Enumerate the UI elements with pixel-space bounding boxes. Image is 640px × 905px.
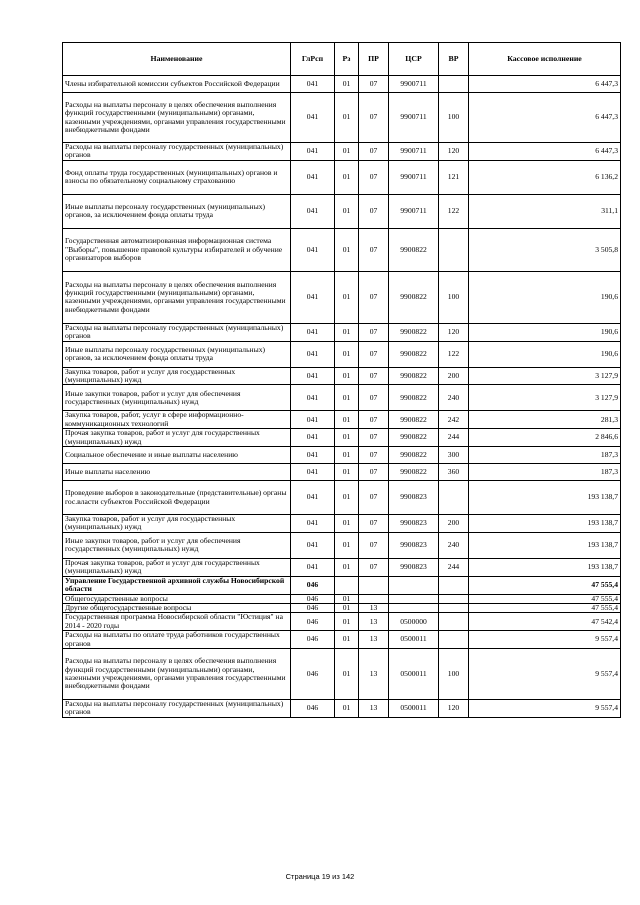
cell-csr: 9900823 — [389, 532, 439, 558]
cell-pr: 07 — [359, 143, 389, 161]
cell-glrsp: 041 — [291, 367, 335, 385]
cell-glrsp: 041 — [291, 93, 335, 143]
cell-glrsp: 046 — [291, 594, 335, 603]
cell-glrsp: 041 — [291, 464, 335, 481]
table-row — [63, 367, 621, 385]
cell-pr: 07 — [359, 385, 389, 411]
cell-csr: 0500011 — [389, 631, 439, 649]
cell-name: Иные закупки товаров, работ и услуг для обеспечения государственных (муниципальных) нужд — [63, 532, 291, 558]
cell-name: Иные выплаты персоналу государственных (муниципальных) органов, за исключением фонда оплаты труда — [63, 194, 291, 228]
cell-csr: 9900711 — [389, 93, 439, 143]
table-row — [63, 429, 621, 447]
cell-name: Иные выплаты населению — [63, 464, 291, 481]
cell-pr: 07 — [359, 515, 389, 533]
cell-name: Другие общегосударственные вопросы — [63, 603, 291, 612]
cell-csr: 9900822 — [389, 447, 439, 464]
table-row — [63, 603, 621, 612]
cell-name: Государственная программа Новосибирской области "Юстиция" на 2014 - 2020 годы — [63, 613, 291, 631]
column-header-rz: Рз — [335, 43, 359, 76]
table-row — [63, 515, 621, 533]
table-row — [63, 341, 621, 367]
cell-pr: 13 — [359, 613, 389, 631]
cell-rz: 01 — [335, 93, 359, 143]
column-header-name: Наименование — [63, 43, 291, 76]
cell-cash-execution: 6 136,2 — [469, 160, 621, 194]
cell-pr: 07 — [359, 194, 389, 228]
table-row — [63, 648, 621, 699]
cell-cash-execution: 2 846,6 — [469, 429, 621, 447]
cell-rz: 01 — [335, 323, 359, 341]
cell-rz: 01 — [335, 367, 359, 385]
cell-glrsp: 041 — [291, 160, 335, 194]
cell-name: Закупка товаров, работ и услуг для государственных (муниципальных) нужд — [63, 367, 291, 385]
cell-csr — [389, 594, 439, 603]
cell-csr: 9900823 — [389, 558, 439, 576]
cell-pr: 13 — [359, 631, 389, 649]
cell-vr — [439, 631, 469, 649]
cell-rz: 01 — [335, 447, 359, 464]
cell-vr — [439, 228, 469, 271]
table-row — [63, 631, 621, 649]
cell-csr: 9900823 — [389, 515, 439, 533]
cell-rz: 01 — [335, 160, 359, 194]
cell-csr: 9900822 — [389, 367, 439, 385]
table-row — [63, 699, 621, 717]
cell-csr: 9900822 — [389, 429, 439, 447]
cell-rz: 01 — [335, 631, 359, 649]
cell-vr: 242 — [439, 411, 469, 429]
table-row — [63, 447, 621, 464]
cell-vr: 121 — [439, 160, 469, 194]
table-row — [63, 613, 621, 631]
cell-pr: 07 — [359, 481, 389, 515]
cell-rz: 01 — [335, 532, 359, 558]
cell-cash-execution: 193 138,7 — [469, 481, 621, 515]
cell-name: Расходы на выплаты персоналу в целях обеспечения выполнения функций государственными (муниципальными) органами, казенными учреждениями, органами управления государственными внебюджетными фондами — [63, 271, 291, 323]
cell-pr: 07 — [359, 160, 389, 194]
cell-rz: 01 — [335, 603, 359, 612]
cell-vr: 244 — [439, 558, 469, 576]
cell-pr: 13 — [359, 648, 389, 699]
cell-cash-execution: 47 555,4 — [469, 603, 621, 612]
cell-vr — [439, 594, 469, 603]
cell-pr: 07 — [359, 532, 389, 558]
cell-glrsp: 041 — [291, 385, 335, 411]
cell-cash-execution: 47 542,4 — [469, 613, 621, 631]
cell-vr: 200 — [439, 515, 469, 533]
cell-cash-execution: 187,3 — [469, 464, 621, 481]
cell-name: Иные выплаты персоналу государственных (муниципальных) органов, за исключением фонда оплаты труда — [63, 341, 291, 367]
cell-csr: 0500000 — [389, 613, 439, 631]
cell-name: Прочая закупка товаров, работ и услуг для государственных (муниципальных) нужд — [63, 558, 291, 576]
cell-vr: 360 — [439, 464, 469, 481]
cell-pr — [359, 594, 389, 603]
table-header-row — [63, 43, 621, 76]
cell-rz: 01 — [335, 143, 359, 161]
cell-csr: 0500011 — [389, 648, 439, 699]
cell-pr: 07 — [359, 464, 389, 481]
cell-glrsp: 041 — [291, 481, 335, 515]
cell-glrsp: 041 — [291, 532, 335, 558]
table-row — [63, 323, 621, 341]
cell-glrsp: 041 — [291, 341, 335, 367]
cell-csr: 9900822 — [389, 341, 439, 367]
cell-glrsp: 046 — [291, 603, 335, 612]
cell-pr: 07 — [359, 429, 389, 447]
cell-vr: 200 — [439, 367, 469, 385]
cell-pr: 07 — [359, 271, 389, 323]
cell-vr: 100 — [439, 271, 469, 323]
cell-pr: 07 — [359, 367, 389, 385]
cell-csr: 9900711 — [389, 143, 439, 161]
cell-glrsp: 041 — [291, 558, 335, 576]
cell-cash-execution: 47 555,4 — [469, 594, 621, 603]
cell-name: Фонд оплаты труда государственных (муниципальных) органов и взносы по обязательному социальному страхованию — [63, 160, 291, 194]
cell-glrsp: 041 — [291, 76, 335, 93]
cell-csr: 9900711 — [389, 194, 439, 228]
cell-name: Социальное обеспечение и иные выплаты населению — [63, 447, 291, 464]
cell-vr: 100 — [439, 93, 469, 143]
cell-rz: 01 — [335, 341, 359, 367]
cell-pr: 13 — [359, 603, 389, 612]
cell-rz: 01 — [335, 613, 359, 631]
cell-cash-execution: 9 557,4 — [469, 648, 621, 699]
cell-pr: 07 — [359, 323, 389, 341]
cell-name: Прочая закупка товаров, работ и услуг для государственных (муниципальных) нужд — [63, 429, 291, 447]
cell-vr: 240 — [439, 385, 469, 411]
column-header-glrsp: ГлРсп — [291, 43, 335, 76]
cell-glrsp: 041 — [291, 194, 335, 228]
cell-cash-execution: 6 447,3 — [469, 143, 621, 161]
cell-vr: 244 — [439, 429, 469, 447]
cell-glrsp: 041 — [291, 323, 335, 341]
cell-pr: 07 — [359, 228, 389, 271]
cell-name: Проведение выборов в законодательные (представительные) органы гос.власти субъектов Российской Федерации — [63, 481, 291, 515]
cell-csr: 9900822 — [389, 271, 439, 323]
cell-glrsp: 046 — [291, 631, 335, 649]
cell-vr: 120 — [439, 699, 469, 717]
column-header-pr: ПР — [359, 43, 389, 76]
cell-cash-execution: 311,1 — [469, 194, 621, 228]
cell-cash-execution: 193 138,7 — [469, 515, 621, 533]
cell-rz: 01 — [335, 385, 359, 411]
budget-execution-table — [62, 42, 621, 718]
cell-name: Управление Государственной архивной службы Новосибирской области — [63, 576, 291, 594]
cell-csr: 9900822 — [389, 385, 439, 411]
table-row — [63, 464, 621, 481]
cell-csr: 9900711 — [389, 76, 439, 93]
table-row — [63, 160, 621, 194]
cell-cash-execution: 190,6 — [469, 271, 621, 323]
cell-rz: 01 — [335, 515, 359, 533]
table-row — [63, 411, 621, 429]
cell-cash-execution: 193 138,7 — [469, 532, 621, 558]
cell-name: Общегосударственные вопросы — [63, 594, 291, 603]
cell-cash-execution: 193 138,7 — [469, 558, 621, 576]
cell-rz: 01 — [335, 648, 359, 699]
cell-glrsp: 041 — [291, 271, 335, 323]
cell-rz: 01 — [335, 594, 359, 603]
table-row — [63, 143, 621, 161]
cell-rz: 01 — [335, 429, 359, 447]
cell-csr — [389, 576, 439, 594]
cell-pr: 07 — [359, 76, 389, 93]
cell-vr — [439, 576, 469, 594]
cell-pr: 07 — [359, 93, 389, 143]
cell-glrsp: 046 — [291, 613, 335, 631]
cell-rz: 01 — [335, 271, 359, 323]
cell-name: Расходы на выплаты по оплате труда работников государственных органов — [63, 631, 291, 649]
cell-pr — [359, 576, 389, 594]
cell-cash-execution: 3 127,9 — [469, 367, 621, 385]
cell-glrsp: 041 — [291, 429, 335, 447]
cell-cash-execution: 6 447,3 — [469, 76, 621, 93]
cell-pr: 13 — [359, 699, 389, 717]
cell-rz — [335, 576, 359, 594]
cell-vr: 120 — [439, 143, 469, 161]
cell-csr: 0500011 — [389, 699, 439, 717]
cell-cash-execution: 281,3 — [469, 411, 621, 429]
cell-glrsp: 041 — [291, 143, 335, 161]
table-row — [63, 76, 621, 93]
cell-glrsp: 041 — [291, 411, 335, 429]
cell-rz: 01 — [335, 194, 359, 228]
cell-rz: 01 — [335, 411, 359, 429]
cell-csr — [389, 603, 439, 612]
cell-glrsp: 041 — [291, 228, 335, 271]
cell-vr: 122 — [439, 341, 469, 367]
cell-name: Расходы на выплаты персоналу государственных (муниципальных) органов — [63, 323, 291, 341]
cell-rz: 01 — [335, 558, 359, 576]
cell-glrsp: 046 — [291, 648, 335, 699]
cell-cash-execution: 190,6 — [469, 341, 621, 367]
cell-name: Расходы на выплаты персоналу государственных (муниципальных) органов — [63, 143, 291, 161]
table-row — [63, 385, 621, 411]
cell-vr: 122 — [439, 194, 469, 228]
cell-cash-execution: 190,6 — [469, 323, 621, 341]
cell-csr: 9900711 — [389, 160, 439, 194]
table-row — [63, 594, 621, 603]
table-row — [63, 271, 621, 323]
cell-vr — [439, 481, 469, 515]
cell-glrsp: 046 — [291, 699, 335, 717]
cell-rz: 01 — [335, 76, 359, 93]
cell-csr: 9900822 — [389, 323, 439, 341]
cell-vr — [439, 613, 469, 631]
cell-vr — [439, 76, 469, 93]
cell-vr — [439, 603, 469, 612]
cell-glrsp: 041 — [291, 515, 335, 533]
cell-rz: 01 — [335, 481, 359, 515]
column-header-cash-execution: Кассовое исполнение — [469, 43, 621, 76]
cell-name: Государственная автоматизированная информационная система "Выборы", повышение правовой культуры избирателей и обучение организаторов выборов — [63, 228, 291, 271]
cell-csr: 9900822 — [389, 464, 439, 481]
cell-name: Иные закупки товаров, работ и услуг для обеспечения государственных (муниципальных) нужд — [63, 385, 291, 411]
table-row — [63, 93, 621, 143]
cell-rz: 01 — [335, 464, 359, 481]
cell-name: Закупка товаров, работ и услуг для государственных (муниципальных) нужд — [63, 515, 291, 533]
cell-glrsp: 041 — [291, 447, 335, 464]
cell-cash-execution: 187,3 — [469, 447, 621, 464]
cell-cash-execution: 47 555,4 — [469, 576, 621, 594]
cell-pr: 07 — [359, 411, 389, 429]
cell-glrsp: 046 — [291, 576, 335, 594]
column-header-vr: ВР — [439, 43, 469, 76]
cell-vr: 100 — [439, 648, 469, 699]
cell-vr: 300 — [439, 447, 469, 464]
cell-cash-execution: 3 127,9 — [469, 385, 621, 411]
cell-rz: 01 — [335, 228, 359, 271]
cell-pr: 07 — [359, 341, 389, 367]
cell-rz: 01 — [335, 699, 359, 717]
cell-cash-execution: 9 557,4 — [469, 631, 621, 649]
cell-csr: 9900822 — [389, 228, 439, 271]
cell-csr: 9900823 — [389, 481, 439, 515]
cell-name: Члены избирательной комиссии субъектов Российской Федерации — [63, 76, 291, 93]
cell-cash-execution: 3 505,8 — [469, 228, 621, 271]
cell-name: Расходы на выплаты персоналу в целях обеспечения выполнения функций государственными (муниципальными) органами, казенными учреждениями, органами управления государственными внебюджетными фондами — [63, 648, 291, 699]
cell-pr: 07 — [359, 558, 389, 576]
cell-cash-execution: 6 447,3 — [469, 93, 621, 143]
table-row — [63, 481, 621, 515]
table-row — [63, 532, 621, 558]
table-row — [63, 576, 621, 594]
table-row — [63, 228, 621, 271]
cell-pr: 07 — [359, 447, 389, 464]
cell-name: Расходы на выплаты персоналу государственных (муниципальных) органов — [63, 699, 291, 717]
table-row — [63, 194, 621, 228]
cell-vr: 240 — [439, 532, 469, 558]
cell-cash-execution: 9 557,4 — [469, 699, 621, 717]
cell-name: Расходы на выплаты персоналу в целях обеспечения выполнения функций государственными (муниципальными) органами, казенными учреждениями, органами управления государственными внебюджетными фондами — [63, 93, 291, 143]
cell-name: Закупка товаров, работ, услуг в сфере информационно-коммуникационных технологий — [63, 411, 291, 429]
page-footer: Страница 19 из 142 — [285, 872, 355, 881]
cell-vr: 120 — [439, 323, 469, 341]
column-header-csr: ЦСР — [389, 43, 439, 76]
table-row — [63, 558, 621, 576]
cell-csr: 9900822 — [389, 411, 439, 429]
